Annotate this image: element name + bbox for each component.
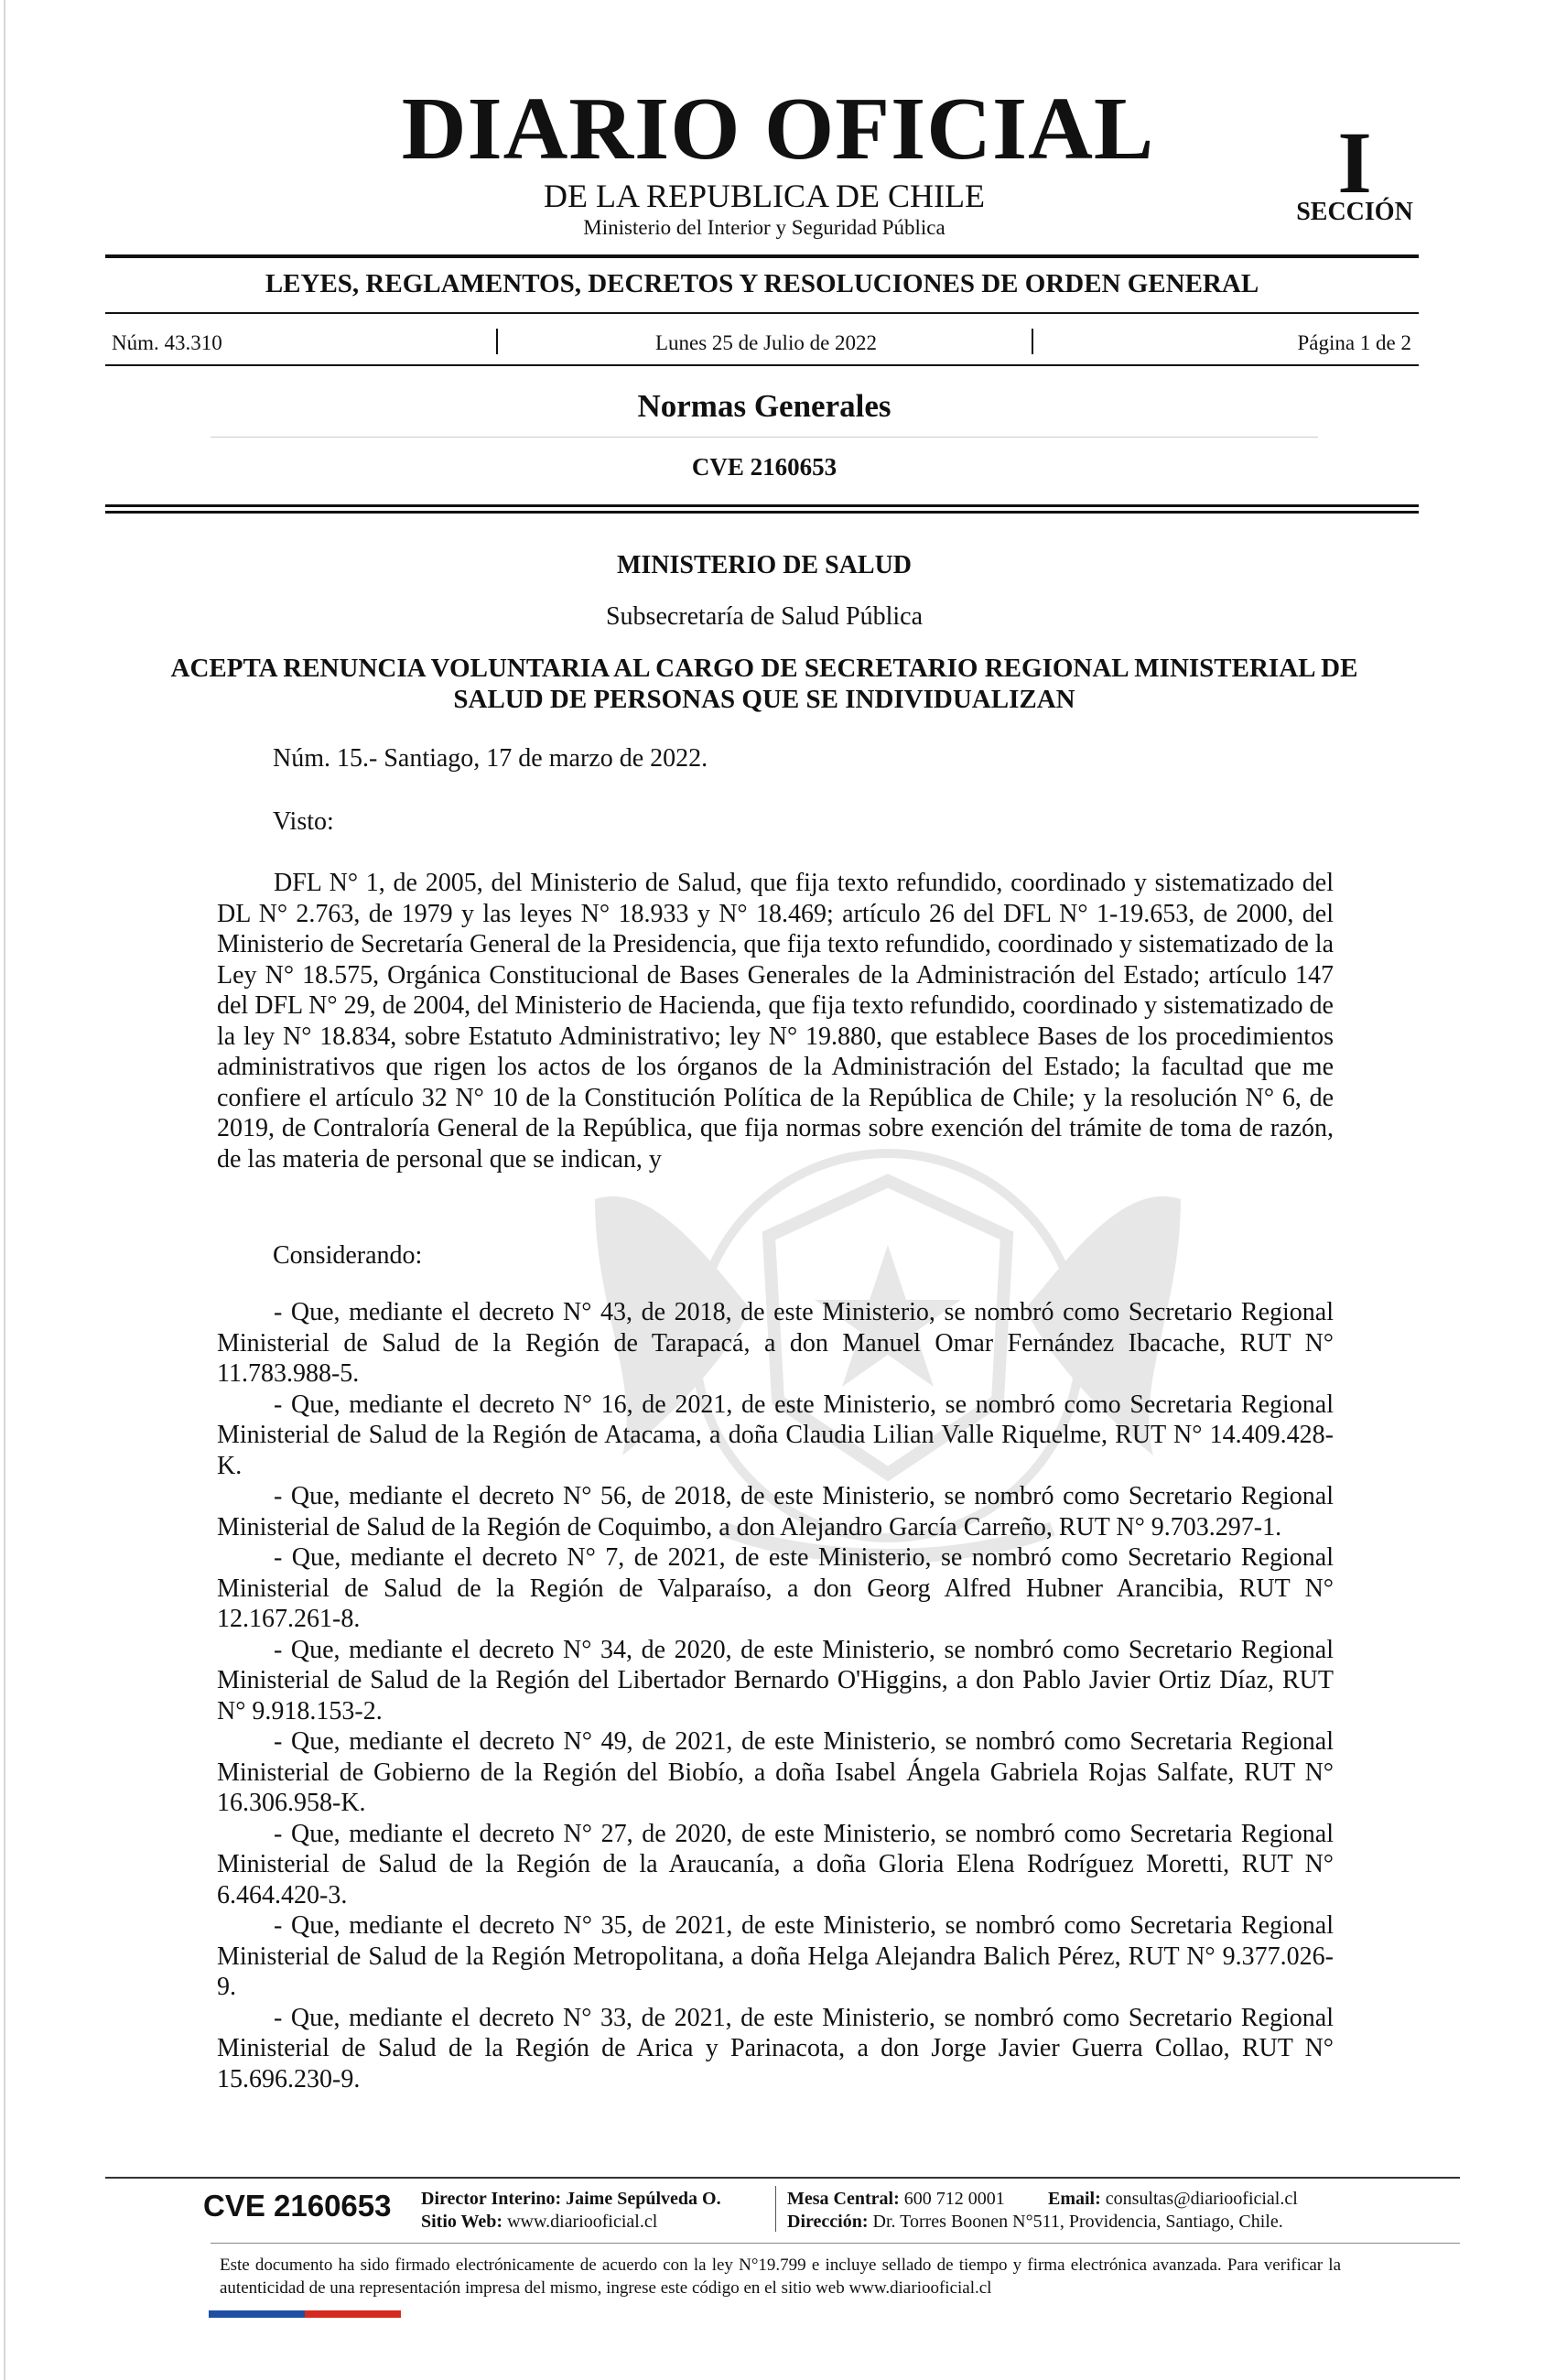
masthead-title: DIARIO OFICIAL [401, 80, 1155, 178]
visto-label: Visto: [273, 807, 334, 836]
section-number: I [1337, 114, 1372, 211]
footer-signature-note: Este documento ha sido firmado electrónicamente de acuerdo con la ley N°19.799 e incluye sellado de tiempo y firma electrónica avanzada. Para verificar la autenticidad de una representación impresa del mismo, ingrese este código en el sitio web www.diariooficial.cl [220, 2256, 1341, 2298]
website-label: Sitio Web: [421, 2212, 503, 2232]
director-label: Director Interino: [421, 2189, 562, 2209]
footer-cve: CVE 2160653 [203, 2189, 392, 2223]
masthead-rule-top [105, 254, 1419, 258]
considerando-item: - Que, mediante el decreto N° 33, de 2021, de este Ministerio, se nombró como Secretario Regional Ministerial de Salud de la Región de Arica y Parinacota, a don Jorge Javier Guerra Collao, RUT N° 15.696.230-9. [217, 2003, 1334, 2093]
footer-email-block [1048, 2188, 1298, 2211]
considerando-item: - Que, mediante el decreto N° 49, de 2021, de este Ministerio, se nombró como Secretaria Regional Ministerial de Gobierno de la Región del Biobío, a doña Isabel Ángela Gabriela Rojas Salfate, RUT N° 16.306.958-K. [217, 1727, 1334, 1817]
page-count: Página 1 de 2 [1297, 331, 1411, 354]
issuing-ministry: MINISTERIO DE SALUD [616, 551, 913, 579]
address-label: Dirección: [787, 2212, 869, 2232]
footer-rule [105, 2177, 1460, 2179]
subsecretaria: Subsecretaría de Salud Pública [605, 602, 923, 631]
considerando-item: - Que, mediante el decreto N° 43, de 2018, de este Ministerio, se nombró como Secretario Regional Ministerial de Salud de la Región de Tarapacá, a don Manuel Omar Fernández Ibacache, RUT N° 11.783.988-5. [217, 1298, 1334, 1388]
visto-text: DFL N° 1, de 2005, del Ministerio de Salud, que fija texto refundido, coordinado y sistematizado del DL N° 2.763, de 1979 y las leyes N° 18.933 y N° 18.469; artículo 26 del DFL N° 1-19.653, de 2000, del Ministerio de Secretaría General de la Presidencia, que fija texto refundido, coordinado y sistematizado de la Ley N° 18.575, Orgánica Constitucional de Bases Generales de la Administración del Estado; artículo 147 del DFL N° 29, de 2004, del Ministerio de Hacienda, que fija texto refundido, coordinado y sistematizado de la ley N° 18.834, sobre Estatuto Administrativo; ley N° 19.880, que establece Bases de los procedimientos administrativos que rigen los actos de los órganos de la Administración del Estado; la facultad que me confiere el artículo 32 N° 10 de la Constitución Política de la República de Chile; y la resolución N° 6, de 2019, de Contraloría General de la República, que fija normas sobre exención del trámite de toma de razón, de las materia de personal que se indican, y [217, 869, 1334, 1174]
cve-rule-1 [105, 504, 1419, 507]
section-label: SECCIÓN [1296, 198, 1413, 226]
flag-stripe-blue [209, 2310, 305, 2318]
considerando-item: - Que, mediante el decreto N° 34, de 2020, de este Ministerio, se nombró como Secretario Regional Ministerial de Salud de la Región del Libertador Bernardo O'Higgins, a don Pablo Javier Ortiz Díaz, RUT N° 9.918.153-2. [217, 1635, 1334, 1726]
masthead-subtitle: DE LA REPUBLICA DE CHILE [544, 178, 985, 214]
footer-rule-secondary [211, 2243, 1460, 2244]
cve-rule-2 [105, 511, 1419, 514]
issue-number: Núm. 43.310 [112, 331, 222, 354]
considerandos-list [217, 1297, 1334, 2094]
page-edge [4, 0, 5, 2380]
cve-code: CVE 2160653 [691, 453, 837, 481]
flag-stripe-red [305, 2310, 401, 2318]
considerando-item: - Que, mediante el decreto N° 56, de 2018, de este Ministerio, se nombró como Secretario Regional Ministerial de Salud de la Región de Coquimbo, a don Alejandro García Carreño, RUT N° 9.703.297-1. [217, 1482, 1334, 1542]
phone-label: Mesa Central: [787, 2189, 900, 2209]
document-title: ACEPTA RENUNCIA VOLUNTARIA AL CARGO DE SECRETARIO REGIONAL MINISTERIAL DE SALUD DE PERSONAS QUE SE INDIVIDUALIZAN [170, 654, 1358, 714]
email-label: Email: [1048, 2189, 1101, 2209]
footer-divider [775, 2186, 776, 2232]
website-link[interactable]: www.diariooficial.cl [507, 2212, 658, 2232]
director-name: Jaime Sepúlveda O. [566, 2189, 721, 2209]
meta-rule [105, 364, 1419, 366]
address-value: Dr. Torres Boonen N°511, Providencia, Santiago, Chile. [872, 2212, 1283, 2232]
decree-number-line: Núm. 15.- Santiago, 17 de marzo de 2022. [273, 744, 708, 773]
band-title: LEYES, REGLAMENTOS, DECRETOS Y RESOLUCIONES DE ORDEN GENERAL [265, 269, 1259, 298]
heading-thin-rule [211, 437, 1318, 438]
considerando-item: - Que, mediante el decreto N° 7, de 2021, de este Ministerio, se nombró como Secretario Regional Ministerial de Salud de la Región de Valparaíso, a don Georg Alfred Hubner Arancibia, RUT N° 12.167.261-8. [217, 1543, 1334, 1633]
issue-date: Lunes 25 de Julio de 2022 [654, 331, 878, 354]
footer-director-block [421, 2188, 721, 2234]
considerando-item: - Que, mediante el decreto N° 27, de 2020, de este Ministerio, se nombró como Secretaria Regional Ministerial de Salud de la Región de la Araucanía, a doña Gloria Elena Rodríguez Moretti, RUT N° 6.464.420-3. [217, 1819, 1334, 1909]
section-heading: Normas Generales [637, 388, 891, 424]
visto-paragraph [217, 868, 1334, 1174]
email-link[interactable]: consultas@diariooficial.cl [1105, 2189, 1298, 2209]
masthead-ministry: Ministerio del Interior y Seguridad Pública [583, 216, 945, 239]
considerando-label: Considerando: [273, 1241, 423, 1270]
band-rule [105, 312, 1419, 314]
meta-separator [1032, 329, 1033, 354]
considerando-item: - Que, mediante el decreto N° 16, de 2021, de este Ministerio, se nombró como Secretaria Regional Ministerial de Salud de la Región de Atacama, a doña Claudia Lilian Valle Riquelme, RUT N° 14.409.428-K. [217, 1390, 1334, 1480]
considerando-item: - Que, mediante el decreto N° 35, de 2021, de este Ministerio, se nombró como Secretaria Regional Ministerial de Salud de la Región Metropolitana, a doña Helga Alejandra Balich Pérez, RUT N° 9.377.026-9. [217, 1911, 1334, 2001]
phone-value: 600 712 0001 [903, 2189, 1005, 2209]
